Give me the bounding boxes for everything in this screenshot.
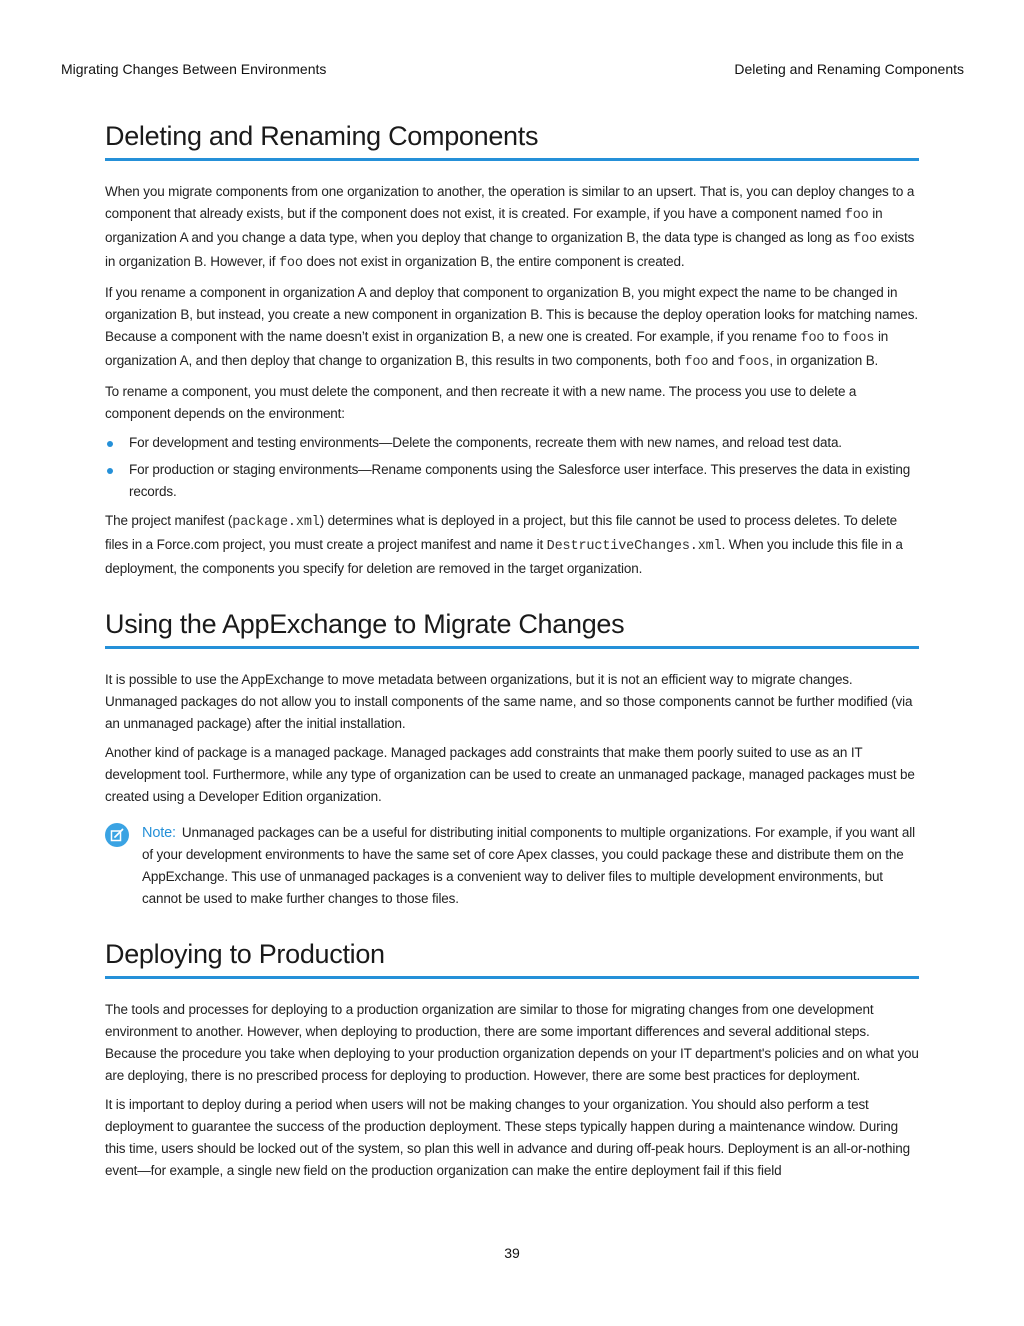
- page-content: [105, 118, 919, 1189]
- paragraph: To rename a component, you must delete the component, and then recreate it with a new name. The process you use to delete a component depends on the environment:: [105, 384, 857, 421]
- paragraph: It is possible to use the AppExchange to move metadata between organizations, but it is not an efficient way to migrate changes. Unmanaged packages do not allow you to install components of the same name, and so those components cannot be further modified (via an unmanaged package) after the initial installation.: [105, 672, 913, 731]
- inline-code: foos: [842, 331, 875, 346]
- paragraph: If you rename a component in organization A and deploy that component to organization B, you might expect the name to be changed in organization B, but instead, you create a new component in organization B. This is because the deploy operation looks for matching names. Because a component with the name doesn’t exist in organization B, a new one is created. For example, if you rename foo to foos in organization A, and then deploy that change to organization B, this results in two components, both foo and foos, in organization B.: [105, 285, 918, 370]
- bullet-icon: [107, 468, 113, 474]
- inline-code: foo: [853, 232, 878, 247]
- note-text: Note: Unmanaged packages can be a useful for distributing initial components to multiple organizations. For example, if you want all of your development environments to have the same set of core Apex classes, you could package these and distribute them on the AppExchange. This use of unmanaged packages is a convenient way to deliver files to multiple development environments, but cannot be used to make further changes to those files.: [142, 825, 915, 906]
- section-deleting-renaming: [105, 118, 919, 580]
- note-label: Note:: [142, 825, 176, 841]
- section-appexchange: [105, 606, 919, 910]
- running-header: [61, 61, 964, 77]
- inline-code: foo: [844, 208, 869, 223]
- header-section-title: Deleting and Renaming Components: [734, 61, 964, 77]
- section-title: Deploying to Production: [105, 936, 919, 979]
- note-callout: [105, 822, 919, 910]
- inline-code: foos: [737, 355, 770, 370]
- bullet-icon: [107, 441, 113, 447]
- section-title: Using the AppExchange to Migrate Changes: [105, 606, 919, 649]
- list-item: For development and testing environments—Delete the components, recreate them with new names, and reload test data.: [105, 432, 919, 454]
- header-chapter-title: Migrating Changes Between Environments: [61, 61, 327, 77]
- paragraph: The project manifest (package.xml) determines what is deployed in a project, but this file cannot be used to process deletes. To delete files in a Force.com project, you must create a project manifest and name it DestructiveChanges.xml. When you include this file in a deployment, the components you specify for deletion are removed in the target organization.: [105, 513, 903, 576]
- inline-code: DestructiveChanges.xml: [546, 539, 722, 554]
- page-number: 39: [504, 1245, 520, 1261]
- paragraph: It is important to deploy during a period when users will not be making changes to your organization. You should also perform a test deployment to guarantee the success of the production deployment. These steps typically happen during a maintenance window. During this time, users should be locked out of the system, so plan this well in advance and during off-peak hours. Deployment is an all-or-nothing event—for example, a single new field on the production organization can make the entire deployment fail if this field: [105, 1097, 910, 1178]
- section-title: Deleting and Renaming Components: [105, 118, 919, 161]
- inline-code: foo: [800, 331, 825, 346]
- section-deploying-production: [105, 936, 919, 1182]
- edit-note-icon: [105, 823, 129, 847]
- paragraph: Another kind of package is a managed package. Managed packages add constraints that make them poorly suited to use as an IT development tool. Furthermore, while any type of organization can be used to create an unmanaged package, managed packages must be created using a Developer Edition organization.: [105, 745, 915, 804]
- paragraph: The tools and processes for deploying to a production organization are similar to those for migrating changes from one development environment to another. However, when deploying to production, there are some important differences and several additional steps. Because the procedure you take when deploying to your production organization depends on your IT department's policies and on what you are deploying, there is no prescribed process for deploying to production. However, there are some best practices for deployment.: [105, 1002, 919, 1083]
- bullet-list: [105, 432, 919, 503]
- list-item: For production or staging environments—Rename components using the Salesforce user interface. This preserves the data in existing records.: [105, 459, 919, 503]
- inline-code: foo: [278, 256, 303, 271]
- paragraph: When you migrate components from one organization to another, the operation is similar to an upsert. That is, you can deploy changes to a component that already exists, but if the component does not exist, it is created. For example, if you have a component named foo in organization A and you change a data type, when you deploy that change to organization B, the data type is changed as long as foo exists in organization B. However, if foo does not exist in organization B, the entire component is created.: [105, 184, 915, 271]
- inline-code: foo: [684, 355, 709, 370]
- inline-code: package.xml: [232, 515, 320, 530]
